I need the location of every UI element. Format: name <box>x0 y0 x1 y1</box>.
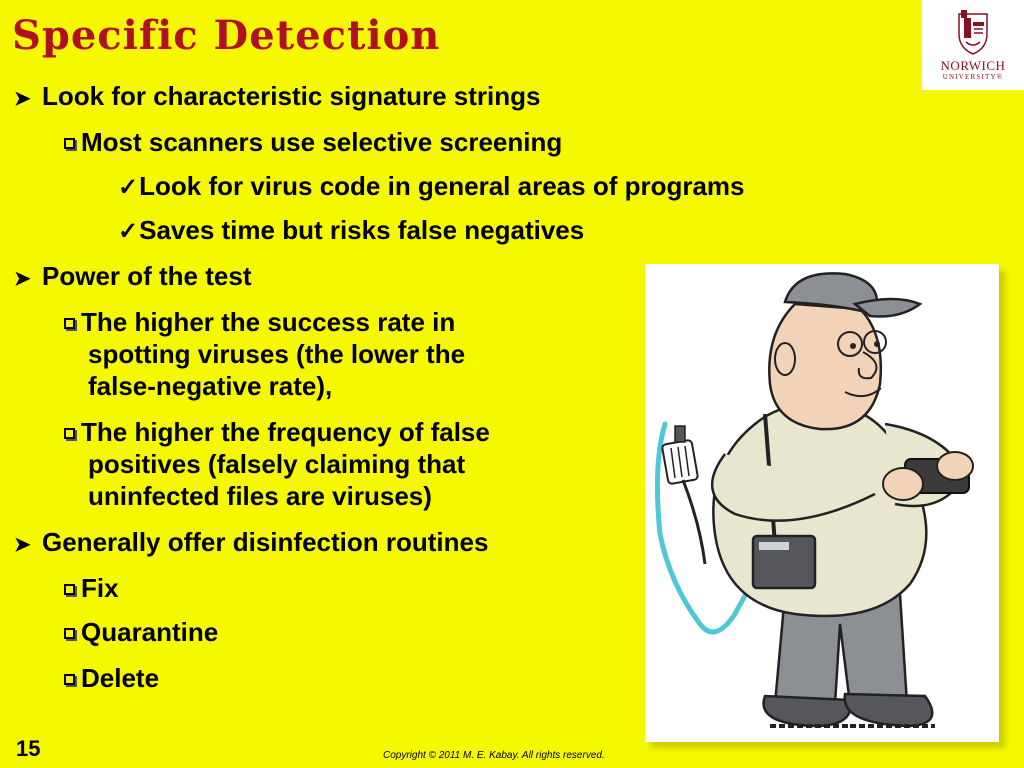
bullet-continuation: spotting viruses (the lower the <box>88 339 466 369</box>
bullet-text: Most scanners use selective screening <box>81 127 563 157</box>
box-icon <box>64 674 75 685</box>
logo-subtitle: UNIVERSITY® <box>942 73 1004 81</box>
bullet-text: Power of the test <box>42 261 252 291</box>
bullet-continuation: uninfected files are viruses) <box>88 481 432 511</box>
box-icon <box>64 318 75 329</box>
bullet-text: Look for virus code in general areas of programs <box>139 171 745 201</box>
bullet-level2 <box>64 126 562 158</box>
bullet-continuation: false-negative rate), <box>88 371 333 401</box>
arrow-icon: ➤ <box>14 534 31 556</box>
logo-name: NORWICH <box>940 58 1006 73</box>
virus-scanner-man-illustration <box>645 264 999 742</box>
box-icon <box>64 584 75 595</box>
bullet-text: The higher the frequency of false <box>81 417 490 447</box>
bullet-text: Delete <box>81 663 160 693</box>
arrow-icon: ➤ <box>14 88 31 110</box>
bullet-level2 <box>64 662 159 694</box>
arrow-icon: ➤ <box>14 268 31 290</box>
bullet-text: The higher the success rate in <box>81 307 456 337</box>
bullet-level1 <box>14 80 540 115</box>
university-seal-icon <box>955 8 991 56</box>
bullet-level2 <box>64 616 218 648</box>
bullet-text: Saves time but risks false negatives <box>139 215 585 245</box>
bullet-level2 <box>64 416 490 448</box>
cartoon-inspector-icon <box>645 264 999 742</box>
bullet-level2 <box>64 572 119 604</box>
bullet-text: Generally offer disinfection routines <box>42 527 489 557</box>
bullet-level1 <box>14 260 251 295</box>
slide-title: Specific Detection <box>12 12 441 59</box>
copyright-notice: Copyright © 2011 M. E. Kabay. All rights reserved. <box>383 750 605 761</box>
page-number: 15 <box>16 736 41 761</box>
bullet-text: Fix <box>81 573 119 603</box>
box-icon <box>64 428 75 439</box>
bullet-continuation: positives (falsely claiming that <box>88 449 466 479</box>
box-icon <box>64 628 75 639</box>
check-icon: ✓ <box>118 218 139 245</box>
bullet-level3 <box>118 170 745 204</box>
check-icon: ✓ <box>118 174 139 201</box>
norwich-university-logo <box>922 0 1024 90</box>
bullet-text: Quarantine <box>81 617 219 647</box>
bullet-level3 <box>118 214 584 248</box>
bullet-level2 <box>64 306 455 338</box>
bullet-level1 <box>14 526 488 561</box>
bullet-text: Look for characteristic signature strings <box>42 81 541 111</box>
box-icon <box>64 138 75 149</box>
